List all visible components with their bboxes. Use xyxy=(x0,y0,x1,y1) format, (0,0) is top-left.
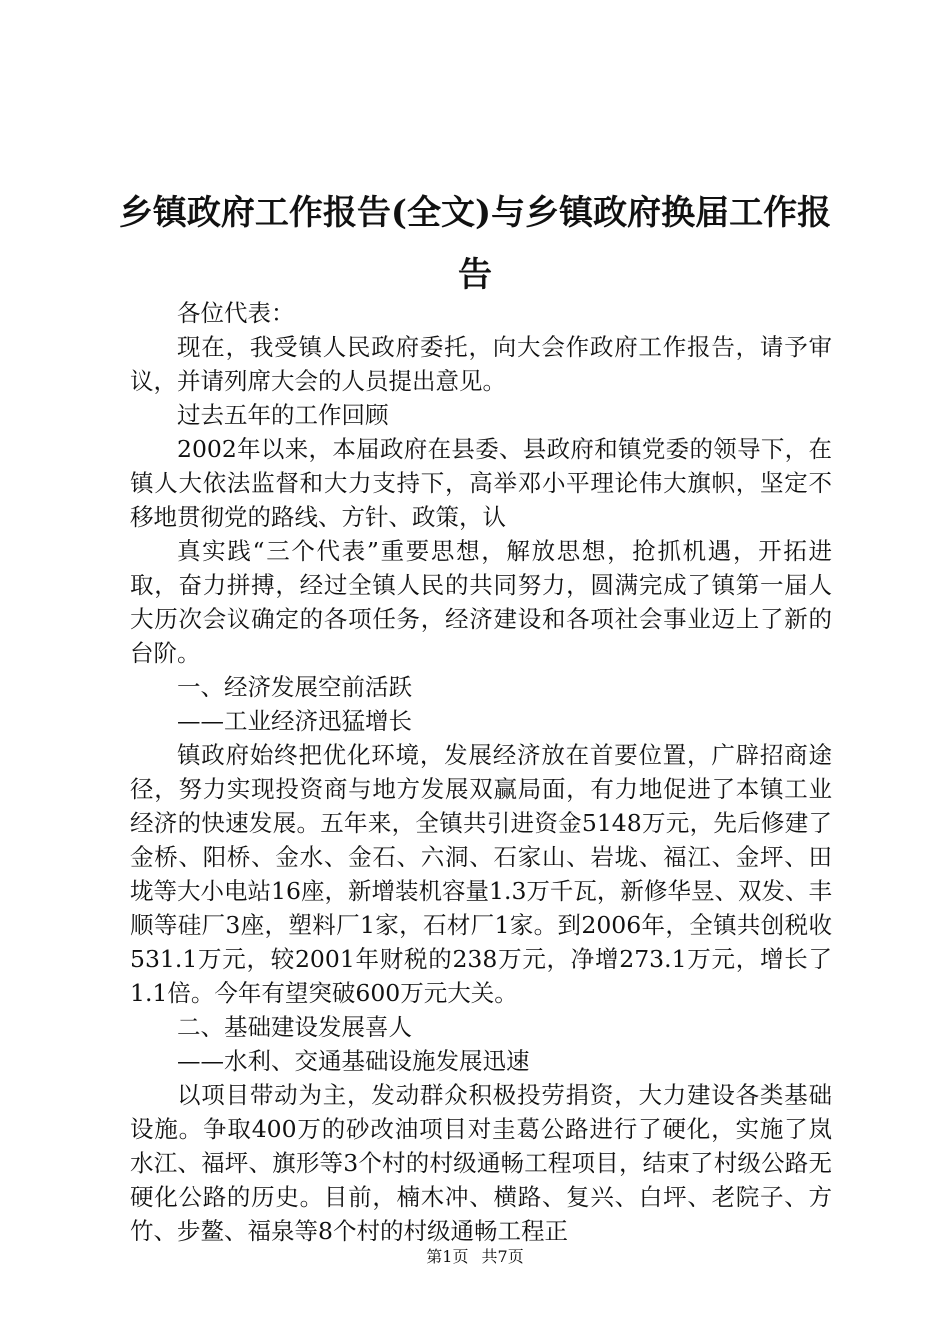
section-heading: 过去五年的工作回顾 xyxy=(177,401,389,429)
paragraph: 真实践“三个代表”重要思想，解放思想，抢抓机遇，开拓进取，奋力拼搏，经过全镇人民的共同努力，圆满完成了镇第一届人大历次会议确定的各项任务，经济建设和各项社会事业迈上了新的台阶。 xyxy=(130,537,832,667)
section-heading: 二、基础建设发展喜人 xyxy=(177,1013,412,1041)
paragraph: 现在，我受镇人民政府委托，向大会作政府工作报告，请予审议，并请列席大会的人员提出意见。 xyxy=(130,333,832,395)
page-footer xyxy=(0,1244,950,1267)
paragraph: 以项目带动为主，发动群众积极投劳捐资，大力建设各类基础设施。争取400万的砂改油项目对圭葛公路进行了硬化，实施了岚水江、福坪、旗形等3个村的村级通畅工程项目，结束了村级公路无硬化公路的历史。目前，楠木冲、横路、复兴、白坪、老院子、方竹、步鳌、福泉等8个村的村级通畅工程正 xyxy=(130,1081,832,1245)
page-total: 共7页 xyxy=(481,1247,524,1266)
document-title: 乡镇政府工作报告(全文)与乡镇政府换届工作报告 xyxy=(118,193,832,295)
document-body xyxy=(130,296,832,1248)
paragraph: 2002年以来，本届政府在县委、县政府和镇党委的领导下，在镇人大依法监督和大力支持下，高举邓小平理论伟大旗帜，坚定不移地贯彻党的路线、方针、政策，认 xyxy=(130,435,832,531)
page-number: 第1页 xyxy=(426,1247,469,1266)
section-heading: 一、经济发展空前活跃 xyxy=(177,673,412,701)
paragraph: 各位代表： xyxy=(177,299,295,327)
subsection-heading: ——水利、交通基础设施发展迅速 xyxy=(177,1047,530,1075)
subsection-heading: ——工业经济迅猛增长 xyxy=(177,707,412,735)
paragraph: 镇政府始终把优化环境，发展经济放在首要位置，广辟招商途径，努力实现投资商与地方发展双赢局面，有力地促进了本镇工业经济的快速发展。五年来，全镇共引进资金5148万元，先后修建了金桥、阳桥、金水、金石、六洞、石家山、岩垅、福江、金坪、田垅等大小电站16座，新增装机容量1.3万千瓦，新修华昱、双发、丰顺等硅厂3座，塑料厂1家，石材厂1家。到2006年，全镇共创税收531.1万元，较2001年财税的238万元，净增273.1万元，增长了1.1倍。今年有望突破600万元大关。 xyxy=(130,741,832,1007)
